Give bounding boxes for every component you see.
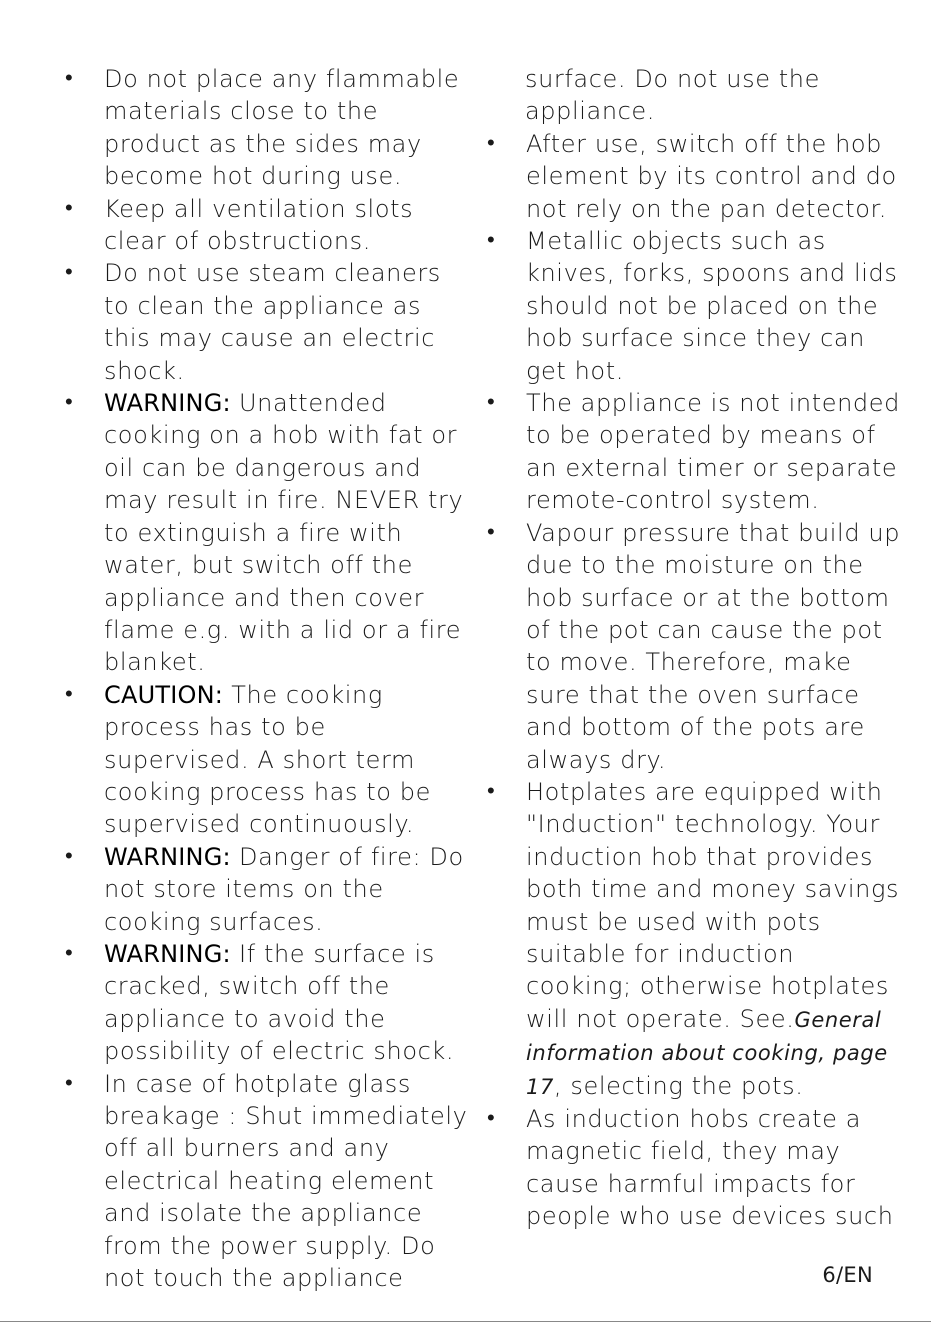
item-text: Do not use steam cleaners to clean the appliance as this may cause an electric shock. bbox=[104, 259, 441, 385]
continued-text: surface. Do not use the appliance. bbox=[525, 65, 820, 126]
item-text: Keep all ventilation slots clear of obstructions. bbox=[104, 194, 414, 256]
safety-list-left bbox=[60, 63, 470, 1294]
item-text: The cooking process has to be supervised. A short term cooking process has to be supervised continuously. bbox=[104, 680, 431, 839]
list-item bbox=[482, 225, 902, 387]
cross-reference-link[interactable]: General information about cooking, page 17 bbox=[526, 1007, 888, 1099]
item-text: As induction hobs create a magnetic field, they may cause harmful impacts for people who use devices such bbox=[526, 1105, 894, 1231]
item-text: Unattended cooking on a hob with fat or oil can be dangerous and may result in fire. NEVER try to extinguish a fire with water, but switch off the appliance and then cover flame e.g. with a lid or a fire blanket. bbox=[104, 389, 464, 677]
bullet-icon: • bbox=[65, 940, 74, 966]
list-item bbox=[482, 517, 902, 776]
item-text: Danger of fire: Do not store items on the cooking surfaces. bbox=[104, 842, 464, 936]
list-item bbox=[482, 128, 902, 225]
item-text: , selecting the pots. bbox=[553, 1071, 804, 1100]
safety-list-right bbox=[482, 128, 902, 1233]
item-text: The appliance is not intended to be operated by means of an external timer or separate remote-control system. bbox=[526, 389, 900, 515]
bullet-icon: • bbox=[65, 260, 74, 286]
warning-label: WARNING: bbox=[104, 939, 231, 968]
caution-label: CAUTION: bbox=[104, 680, 224, 709]
bullet-icon: • bbox=[65, 66, 74, 91]
bullet-icon: • bbox=[65, 390, 74, 416]
bullet-icon: • bbox=[65, 681, 74, 707]
warning-label: WARNING: bbox=[104, 842, 231, 871]
warning-label: WARNING: bbox=[104, 389, 231, 418]
list-item bbox=[482, 387, 902, 517]
right-column bbox=[482, 63, 902, 1233]
left-column bbox=[60, 63, 470, 1294]
bullet-icon: • bbox=[487, 390, 496, 416]
bullet-icon: • bbox=[487, 1106, 496, 1131]
list-item bbox=[60, 679, 470, 841]
item-text: Metallic objects such as knives, forks, spoons and lids should not be placed on the hob surface since they can get hot. bbox=[526, 227, 898, 385]
page-number: 6/EN bbox=[822, 1263, 873, 1287]
item-text: After use, switch off the hob element by its control and do not rely on the pan detector. bbox=[526, 129, 897, 223]
bullet-icon: • bbox=[487, 519, 496, 545]
bullet-icon: • bbox=[65, 195, 74, 221]
list-item bbox=[60, 193, 470, 258]
bullet-icon: • bbox=[487, 778, 496, 804]
list-item bbox=[482, 1103, 902, 1233]
bottom-divider bbox=[0, 1321, 931, 1322]
list-item bbox=[60, 257, 470, 387]
bullet-icon: • bbox=[65, 1070, 74, 1096]
item-text: Vapour pressure that build up due to the moisture on the hob surface or at the bottom of the pot can cause the pot to move. Therefore, make sure that the oven surface and bottom of the pots are always dry. bbox=[526, 518, 901, 774]
item-text: In case of hotplate glass breakage : Shut immediately off all burners and any electrical heating element and isolate the appliance from the power supply. Do not touch the appliance bbox=[104, 1069, 468, 1293]
list-item bbox=[60, 938, 470, 1068]
list-item bbox=[60, 841, 470, 938]
item-text: Do not place any flammable materials close to the product as the sides may become hot during use. bbox=[104, 65, 460, 191]
list-item bbox=[60, 63, 470, 193]
item-text: If the surface is cracked, switch off the appliance to avoid the possibility of electric shock. bbox=[104, 939, 455, 1066]
bullet-icon: • bbox=[487, 228, 496, 254]
list-item bbox=[60, 1068, 470, 1295]
bullet-icon: • bbox=[487, 130, 496, 156]
list-item bbox=[60, 387, 470, 679]
item-text: Hotplates are equipped with "Induction" technology. Your induction hob that provides both time and money savings must be used with pots suitable for induction cooking; otherwise hotplates will not operate. See. bbox=[526, 777, 900, 1033]
bullet-icon: • bbox=[65, 843, 74, 869]
list-item bbox=[482, 776, 902, 1103]
